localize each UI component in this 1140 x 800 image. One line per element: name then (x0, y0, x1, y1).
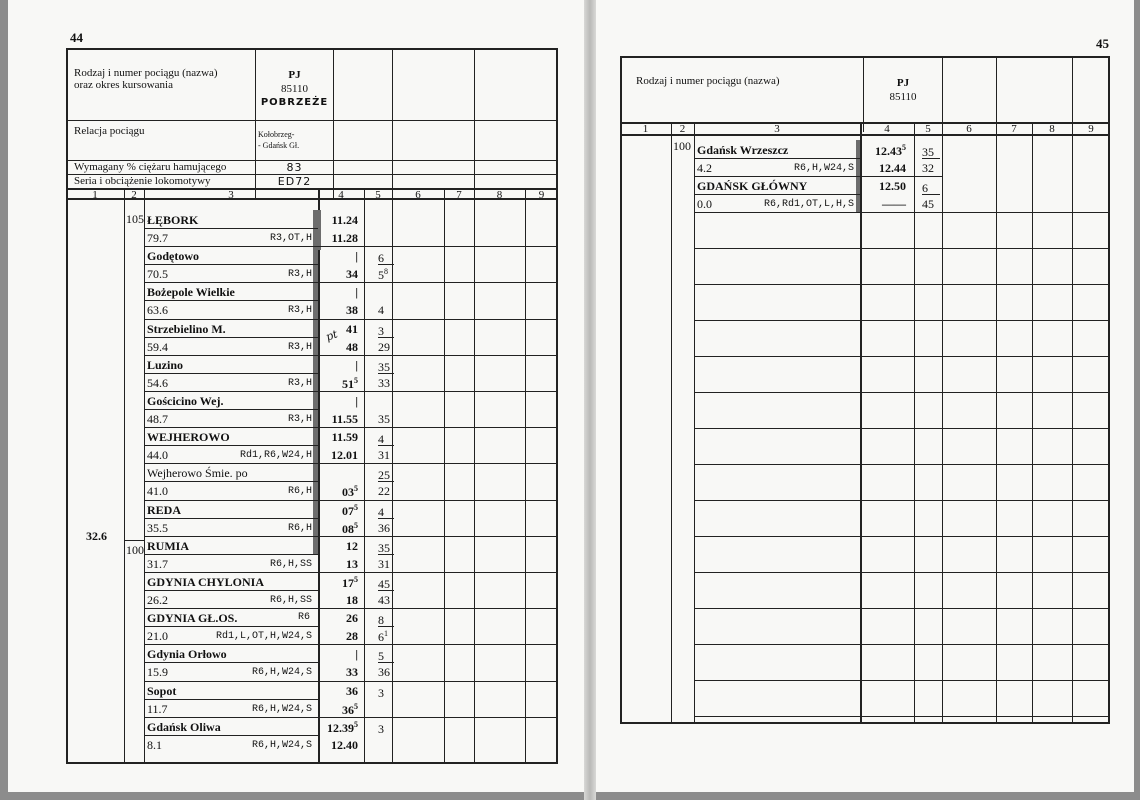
arrival-time (320, 721, 358, 734)
arrival-time (320, 214, 358, 226)
col5-upper (378, 650, 394, 663)
arrival-time-main: 12.39 (327, 721, 354, 735)
arrival-time-main: | (355, 249, 358, 263)
departure-time-main: 11.55 (331, 412, 358, 426)
departure-time (864, 162, 906, 174)
col5-lower (378, 522, 394, 534)
col5-lower (378, 449, 394, 461)
departure-time (320, 268, 358, 280)
col5-upper-main: 5 (378, 649, 384, 663)
station-codes: R6,H (287, 523, 312, 534)
arrival-time-main: | (355, 285, 358, 299)
station-name: Wejherowo Śmie. po (147, 466, 248, 480)
col5-upper-main: 35 (922, 145, 934, 159)
col5-lower-main: 4 (378, 303, 384, 317)
col5-lower (922, 198, 940, 210)
col5-upper-main: 25 (378, 468, 390, 482)
station-codes: R3,OT,H (269, 233, 312, 244)
station-name: Gdańsk Oliwa (147, 720, 221, 734)
empty-row-divider (694, 428, 1110, 429)
column-number-5: 5 (375, 189, 381, 201)
empty-row-divider (694, 212, 1110, 213)
col5-lower-sup: 8 (384, 267, 388, 276)
column-number-2: 2 (131, 189, 137, 201)
col5-upper-main: 3 (378, 686, 384, 700)
page-number: 45 (1096, 36, 1109, 51)
arrival-time (320, 250, 358, 262)
row-mid-divider (144, 373, 318, 374)
station-codes: R6,H,SS (269, 595, 312, 606)
row-mid-divider (144, 481, 318, 482)
col5-upper (378, 687, 394, 699)
row-divider (144, 572, 558, 573)
col5-upper-main: 35 (378, 360, 390, 374)
departure-time (320, 232, 358, 244)
departure-time-main: 13 (346, 557, 358, 571)
col5-upper (378, 469, 394, 482)
col5-lower-main: 5 (378, 268, 384, 282)
departure-time (320, 449, 358, 461)
station-km: 41.0 (147, 484, 168, 498)
row-divider (144, 391, 558, 392)
departure-time-main: 12.40 (331, 738, 358, 752)
arrival-time (320, 431, 358, 443)
loco-label: Seria i obciążenie lokomotywy (74, 175, 211, 187)
col1-value: 32.6 (86, 529, 107, 543)
left-page (8, 0, 584, 792)
col5-lower-main: 31 (378, 448, 390, 462)
arrival-time-main: 17 (342, 576, 354, 590)
col5-lower (378, 558, 394, 570)
departure-time-main: 03 (342, 485, 354, 499)
departure-time (320, 485, 358, 498)
arrival-time-main: 12.50 (879, 179, 906, 193)
empty-row-divider (694, 644, 1110, 645)
row-mid-divider (144, 337, 318, 338)
train-type-label: Rodzaj i numer pociągu (nazwa) (636, 75, 780, 87)
row-divider (144, 608, 558, 609)
departure-time-main: 34 (346, 267, 358, 281)
row-mid-divider (694, 194, 860, 195)
column-number-8: 8 (1049, 123, 1055, 135)
col5-lower-main: 45 (922, 197, 934, 211)
station-name: RUMIA (147, 539, 189, 553)
station-km: 11.7 (147, 702, 168, 716)
station-codes: R6,H (287, 486, 312, 497)
train-name-stamp: POBRZEŻE (260, 97, 329, 108)
loco-value: ED72 (277, 175, 312, 188)
station-codes: R6,H,W24,S (251, 667, 312, 678)
handwritten-annotation: pt (324, 327, 340, 344)
timetable-frame (66, 48, 558, 764)
departure-time (320, 703, 358, 716)
train-number: 85110 (889, 91, 917, 103)
col5-lower-main: 36 (378, 665, 390, 679)
station-code: R6 (298, 612, 311, 623)
station-km: 44.0 (147, 448, 168, 462)
row-divider (144, 463, 558, 464)
arrival-time-main: 12.43 (875, 144, 902, 158)
col5-upper (378, 252, 394, 265)
arrival-time (320, 612, 358, 624)
train-category: PJ (896, 77, 910, 89)
station-codes: R6,H,SS (269, 559, 312, 570)
page-number: 44 (70, 30, 83, 45)
row-divider (144, 246, 558, 247)
col5-upper (378, 433, 394, 446)
arrival-time (320, 576, 358, 589)
row-mid-divider (144, 228, 318, 229)
column-number-5: 5 (925, 123, 931, 135)
departure-time-sup: 5 (354, 376, 358, 385)
col5-upper (922, 182, 940, 195)
row-divider (144, 355, 558, 356)
departure-time (320, 341, 358, 353)
arrival-time (320, 395, 358, 407)
column-number-4: 4 (884, 123, 890, 135)
col5-lower (378, 413, 394, 425)
arrival-time-main: 26 (346, 611, 358, 625)
row-mid-divider (144, 626, 318, 627)
arrival-time (320, 648, 358, 660)
col5-upper-main: 3 (378, 722, 384, 736)
row-mid-divider (144, 662, 318, 663)
arrival-time (320, 286, 358, 298)
column-number-1: 1 (642, 123, 649, 135)
column-number-6: 6 (966, 123, 972, 135)
row-mid-divider (144, 445, 318, 446)
column-number-2: 2 (679, 123, 686, 135)
station-km: 59.4 (147, 340, 168, 354)
row-divider (144, 717, 558, 718)
column-number-4: 4 (338, 189, 344, 201)
station-name: Strzebielino M. (147, 322, 226, 336)
station-codes: R3,H (287, 269, 312, 280)
row-mid-divider (144, 590, 318, 591)
departure-time (864, 198, 906, 210)
empty-row-divider (694, 464, 1110, 465)
arrival-time-main: 11.59 (331, 430, 358, 444)
train-type-label: Rodzaj i numer pociągu (nazwa) (74, 67, 218, 79)
empty-row-divider (694, 536, 1110, 537)
col5-upper (378, 325, 394, 338)
arrival-time-main: 07 (342, 504, 354, 518)
col5-lower-main: 6 (378, 630, 384, 644)
departure-time (320, 377, 358, 390)
col5-lower (378, 630, 394, 643)
station-codes: R3,H (287, 414, 312, 425)
departure-time-main: 12.44 (879, 161, 906, 175)
departure-time-main: 28 (346, 629, 358, 643)
col5-lower (378, 666, 394, 678)
row-divider (144, 536, 558, 537)
speed-limit-105: 105 (126, 212, 144, 226)
arrival-time (320, 540, 358, 552)
empty-row-divider (694, 500, 1110, 501)
station-km: 4.2 (697, 161, 712, 175)
row-mid-divider (694, 158, 860, 159)
arrival-time (864, 144, 906, 157)
departure-time (320, 558, 358, 570)
station-codes: Rd1,L,OT,H,W24,S (215, 631, 312, 642)
station-km: 0.0 (697, 197, 712, 211)
station-name: GDAŃSK GŁÓWNY (697, 179, 808, 193)
empty-row-divider (694, 284, 1110, 285)
arrival-time-sup: 5 (354, 720, 358, 729)
station-name: REDA (147, 503, 182, 517)
row-divider (144, 500, 558, 501)
col5-lower-main: 32 (922, 161, 934, 175)
row-divider (144, 427, 558, 428)
departure-time-main: 12.01 (331, 448, 358, 462)
train-number: 85110 (280, 83, 309, 95)
column-number-7: 7 (1011, 123, 1017, 135)
col5-upper-main: 8 (378, 613, 384, 627)
station-name: Gościcino Wej. (147, 394, 224, 408)
col5-upper-main: 4 (378, 432, 384, 446)
station-codes: R3,H (287, 305, 312, 316)
station-name: GDYNIA GŁ.OS. (147, 611, 238, 625)
station-codes: R3,H (287, 378, 312, 389)
station-km: 35.5 (147, 521, 168, 535)
col5-lower-main: 33 (378, 376, 390, 390)
station-name: Sopot (147, 684, 177, 698)
book-gutter (584, 0, 596, 800)
departure-time-main: 11.28 (331, 231, 358, 245)
col5-upper (378, 542, 394, 555)
departure-time-main: 51 (342, 377, 354, 391)
column-number-1: 1 (92, 189, 98, 201)
col5-upper-main: 6 (378, 251, 384, 265)
arrival-time-main: 12 (346, 539, 358, 553)
col5-lower-main: 29 (378, 340, 390, 354)
station-name: Godętowo (147, 249, 199, 263)
speed-limit-100: 100 (673, 139, 691, 153)
row-mid-divider (144, 264, 318, 265)
empty-row-divider (694, 392, 1110, 393)
row-divider (144, 282, 558, 283)
column-number-8: 8 (496, 189, 503, 201)
arrival-time-main: 36 (346, 684, 358, 698)
col5-lower (378, 268, 394, 281)
col5-upper (378, 614, 394, 627)
column-number-7: 7 (456, 189, 462, 201)
running-line-bar (313, 210, 318, 555)
col5-upper (378, 723, 394, 735)
arrival-time-sup: 5 (354, 575, 358, 584)
col5-lower (378, 304, 394, 316)
col5-upper (378, 506, 394, 519)
station-name: Bożepole Wielkie (147, 285, 235, 299)
col5-lower-main: 43 (378, 593, 390, 607)
brake-value: 83 (286, 161, 303, 174)
row-mid-divider (144, 409, 318, 410)
arrival-time (320, 685, 358, 697)
col5-lower-main: 22 (378, 484, 390, 498)
arrival-time (320, 323, 358, 335)
departure-time (320, 666, 358, 678)
column-number-6: 6 (415, 189, 421, 201)
row-mid-divider (144, 699, 318, 700)
col5-lower-main: 31 (378, 557, 390, 571)
station-name: ŁĘBORK (147, 213, 199, 227)
departure-time-sup: 5 (354, 702, 358, 711)
arrival-time-main: 41 (346, 322, 358, 336)
row-divider (144, 319, 558, 320)
col5-upper-main: 6 (922, 181, 928, 195)
arrival-time-main: | (355, 394, 358, 408)
relation-label: Relacja pociągu (74, 125, 145, 137)
departure-time-main: 33 (346, 665, 358, 679)
station-name: Gdynia Orłowo (147, 647, 227, 661)
station-codes: R3,H (287, 342, 312, 353)
train-type-label-2: oraz okres kursowania (74, 79, 173, 91)
col5-lower-main: 35 (378, 412, 390, 426)
column-number-3: 3 (774, 123, 780, 135)
brake-label: Wymagany % ciężaru hamującego (74, 161, 227, 173)
col5-upper-main: 4 (378, 505, 384, 519)
row-mid-divider (144, 518, 318, 519)
empty-row-divider (694, 716, 1110, 717)
station-name: Luzino (147, 358, 184, 372)
departure-time-sup: 5 (354, 521, 358, 530)
speed-limit-100: 100 (126, 543, 144, 557)
station-km: 21.0 (147, 629, 168, 643)
station-km: 26.2 (147, 593, 168, 607)
departure-time (320, 594, 358, 606)
row-mid-divider (144, 554, 318, 555)
departure-time (320, 630, 358, 642)
row-divider (144, 681, 558, 682)
station-codes: R6,Rd1,OT,L,H,S (763, 199, 854, 210)
station-codes: R6,H,W24,S (251, 704, 312, 715)
departure-time (320, 304, 358, 316)
arrival-time (320, 359, 358, 371)
station-km: 54.6 (147, 376, 168, 390)
station-km: 79.7 (147, 231, 168, 245)
col5-upper-main: 3 (378, 324, 384, 338)
col5-upper-main: 35 (378, 541, 390, 555)
col5-lower (378, 341, 394, 353)
station-km: 31.7 (147, 557, 168, 571)
col5-lower-sup: 1 (384, 629, 388, 638)
empty-row-divider (694, 248, 1110, 249)
arrival-time (320, 504, 358, 517)
row-divider (694, 176, 942, 177)
relation-value-2: - Gdańsk Gł. (258, 141, 300, 150)
departure-time (320, 522, 358, 535)
col5-upper (378, 361, 394, 374)
arrival-time-sup: 5 (902, 143, 906, 152)
station-name: Gdańsk Wrzeszcz (697, 143, 789, 157)
departure-time-main: —— (882, 197, 906, 211)
departure-time (320, 739, 358, 751)
station-codes: R6,H,W24,S (251, 740, 312, 751)
column-number-9: 9 (538, 189, 545, 201)
col5-upper (922, 146, 940, 159)
empty-row-divider (694, 356, 1110, 357)
col5-lower (922, 162, 940, 174)
col5-upper (378, 578, 394, 591)
relation-value-1: Kołobrzeg- (258, 130, 295, 139)
row-mid-divider (144, 300, 318, 301)
departure-time-main: 48 (346, 340, 358, 354)
row-mid-divider (144, 735, 318, 736)
departure-time (320, 413, 358, 425)
departure-time-main: 38 (346, 303, 358, 317)
arrival-time-main: 11.24 (331, 213, 358, 227)
station-km: 48.7 (147, 412, 168, 426)
station-km: 15.9 (147, 665, 168, 679)
empty-row-divider (694, 320, 1110, 321)
departure-time-main: 18 (346, 593, 358, 607)
column-number-3: 3 (228, 189, 234, 201)
departure-time-main: 36 (342, 703, 354, 717)
station-name: GDYNIA CHYLONIA (147, 575, 265, 589)
col5-lower-main: 36 (378, 521, 390, 535)
arrival-time-main: | (355, 647, 358, 661)
station-km: 70.5 (147, 267, 168, 281)
arrival-time-sup: 5 (354, 503, 358, 512)
empty-row-divider (694, 572, 1110, 573)
station-name: WEJHEROWO (147, 430, 230, 444)
arrival-time (864, 180, 906, 192)
station-km: 8.1 (147, 738, 162, 752)
right-page (596, 0, 1134, 792)
col5-lower (378, 377, 394, 389)
col5-lower (378, 594, 394, 606)
station-codes: R6,H,W24,S (793, 163, 854, 174)
departure-time-main: 08 (342, 522, 354, 536)
col5-lower (378, 485, 394, 497)
empty-row-divider (694, 680, 1110, 681)
departure-time-sup: 5 (354, 484, 358, 493)
row-divider (144, 644, 558, 645)
train-category: PJ (288, 69, 301, 81)
column-number-9: 9 (1088, 123, 1094, 135)
col5-upper-main: 45 (378, 577, 390, 591)
station-codes: Rd1,R6,W24,H (239, 450, 312, 461)
arrival-time-main: | (355, 358, 358, 372)
empty-row-divider (694, 608, 1110, 609)
station-km: 63.6 (147, 303, 168, 317)
